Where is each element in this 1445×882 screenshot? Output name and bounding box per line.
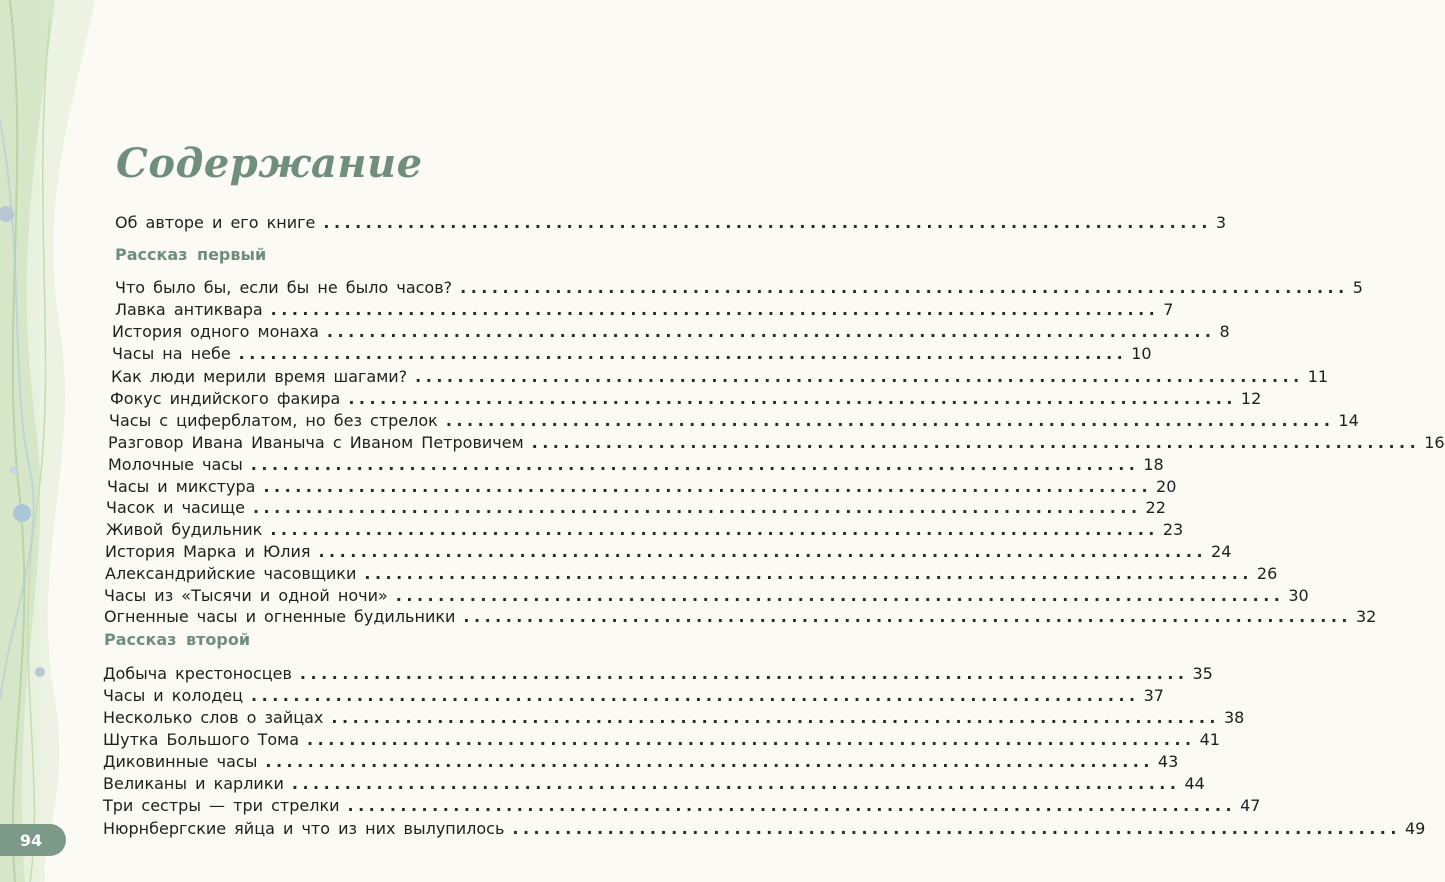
toc-entry[interactable] bbox=[103, 663, 1213, 685]
toc-entry-page: 37 bbox=[1143, 686, 1164, 705]
toc-entry[interactable] bbox=[115, 299, 1174, 321]
toc-entry-page: 16 bbox=[1424, 433, 1445, 452]
toc-entry-title: Нюрнбергские яйца и что из них вылупилось bbox=[103, 819, 505, 838]
dot-leader: .................................................................................... bbox=[395, 586, 1285, 605]
toc-entry[interactable] bbox=[103, 773, 1205, 795]
toc-entry-page: 11 bbox=[1307, 367, 1329, 386]
dot-leader: .................................................................................... bbox=[251, 686, 1140, 705]
dot-leader: .................................................................................... bbox=[512, 819, 1401, 838]
toc-entry-page: 38 bbox=[1223, 708, 1245, 727]
toc-entry-intro[interactable] bbox=[115, 212, 1227, 234]
toc-entry[interactable] bbox=[105, 563, 1278, 585]
toc-entry-title: Три сестры — три стрелки bbox=[103, 796, 340, 815]
section-heading-second: Рассказ второй bbox=[104, 630, 251, 649]
toc-entry-page: 30 bbox=[1288, 586, 1309, 605]
decorative-dot bbox=[10, 466, 18, 474]
toc-entry-title: Живой будильник bbox=[106, 520, 263, 539]
toc-entry-page: 32 bbox=[1355, 607, 1377, 626]
toc-entry[interactable] bbox=[106, 519, 1184, 541]
toc-entry-title: Добыча крестоносцев bbox=[103, 664, 292, 683]
toc-entry-page: 5 bbox=[1352, 278, 1363, 297]
toc-entry[interactable] bbox=[104, 585, 1309, 607]
dot-leader: .................................................................................... bbox=[238, 344, 1128, 363]
dot-leader: .................................................................................... bbox=[291, 774, 1181, 793]
toc-entry[interactable] bbox=[104, 606, 1377, 628]
dot-leader: .................................................................................... bbox=[250, 455, 1140, 474]
toc-entry-title: Часы и микстура bbox=[107, 477, 256, 496]
toc-entry-title: Часок и часище bbox=[106, 498, 245, 517]
toc-entry[interactable] bbox=[111, 366, 1329, 388]
section-heading-first: Рассказ первый bbox=[115, 245, 267, 264]
toc-entry-title: Разговор Ивана Иваныча с Иваном Петровичем bbox=[108, 433, 524, 452]
dot-leader: .................................................................................... bbox=[263, 477, 1153, 496]
toc-entry[interactable] bbox=[103, 818, 1426, 840]
toc-entry-page: 23 bbox=[1162, 520, 1184, 539]
dot-leader: .................................................................................... bbox=[331, 708, 1220, 727]
toc-entry-title: Диковинные часы bbox=[103, 752, 258, 771]
toc-entry-title: Часы из «Тысячи и одной ночи» bbox=[104, 586, 388, 605]
decorative-dot bbox=[13, 504, 31, 522]
toc-entry-page: 14 bbox=[1338, 411, 1359, 430]
dot-leader: .................................................................................... bbox=[307, 730, 1196, 749]
dot-leader: .................................................................................... bbox=[445, 411, 1335, 430]
dot-leader: .................................................................................... bbox=[265, 752, 1154, 771]
page-number: 94 bbox=[19, 830, 43, 850]
dot-leader: .................................................................................... bbox=[326, 322, 1216, 341]
toc-entry-page: 47 bbox=[1240, 796, 1261, 815]
toc-entry-page: 41 bbox=[1199, 730, 1220, 749]
toc-entry[interactable] bbox=[110, 388, 1262, 410]
toc-entry-title: Об авторе и его книге bbox=[115, 213, 316, 232]
dot-leader: .................................................................................... bbox=[252, 498, 1142, 517]
toc-entry-title: Что было бы, если бы не было часов? bbox=[115, 278, 453, 297]
dot-leader: .................................................................................... bbox=[348, 389, 1237, 408]
toc-entry-page: 22 bbox=[1145, 498, 1166, 517]
toc-entry[interactable] bbox=[107, 476, 1177, 498]
toc-entry[interactable] bbox=[108, 432, 1445, 454]
dot-leader: .................................................................................... bbox=[364, 564, 1253, 583]
dot-leader: .................................................................................... bbox=[299, 664, 1189, 683]
dot-leader: .................................................................................... bbox=[463, 607, 1352, 626]
dot-leader: .................................................................................... bbox=[415, 367, 1304, 386]
toc-entry-title: История Марка и Юлия bbox=[105, 542, 311, 561]
dot-leader: .................................................................................... bbox=[318, 542, 1208, 561]
toc-entry-title: Шутка Большого Тома bbox=[103, 730, 300, 749]
toc-entry[interactable] bbox=[105, 541, 1232, 563]
toc-entry[interactable] bbox=[108, 454, 1164, 476]
toc-entry-page: 7 bbox=[1163, 300, 1174, 319]
page-number-badge bbox=[0, 824, 66, 856]
toc-entry-page: 3 bbox=[1215, 213, 1227, 232]
toc-entry-page: 8 bbox=[1219, 322, 1230, 341]
toc-entry-title: Часы и колодец bbox=[103, 686, 244, 705]
dot-leader: .................................................................................... bbox=[270, 520, 1159, 539]
toc-entry-page: 35 bbox=[1192, 664, 1213, 683]
toc-entry[interactable] bbox=[103, 751, 1179, 773]
page-title: Содержание bbox=[116, 140, 423, 187]
dot-leader: .................................................................................... bbox=[531, 433, 1421, 452]
toc-entry-title: Несколько слов о зайцах bbox=[103, 708, 324, 727]
toc-entry-page: 26 bbox=[1256, 564, 1278, 583]
dot-leader: .................................................................................... bbox=[347, 796, 1237, 815]
toc-entry-page: 44 bbox=[1184, 774, 1205, 793]
toc-entry-title: История одного монаха bbox=[112, 322, 319, 341]
toc-entry[interactable] bbox=[103, 707, 1245, 729]
toc-entry-page: 24 bbox=[1211, 542, 1232, 561]
toc-entry-page: 49 bbox=[1404, 819, 1426, 838]
toc-entry-title: Часы на небе bbox=[112, 344, 231, 363]
toc-entry[interactable] bbox=[103, 795, 1261, 817]
dot-leader: .................................................................................... bbox=[460, 278, 1349, 297]
decorative-margin-vines bbox=[0, 0, 110, 882]
toc-entry[interactable] bbox=[103, 729, 1220, 751]
toc-entry[interactable] bbox=[115, 277, 1363, 299]
toc-entry-title: Лавка антиквара bbox=[115, 300, 263, 319]
decorative-dot bbox=[35, 667, 45, 677]
toc-entry-page: 20 bbox=[1156, 477, 1177, 496]
toc-entry-page: 43 bbox=[1157, 752, 1179, 771]
dot-leader: .................................................................................... bbox=[323, 213, 1212, 232]
dot-leader: .................................................................................... bbox=[270, 300, 1160, 319]
toc-entry-title: Александрийские часовщики bbox=[105, 564, 357, 583]
toc-entry[interactable] bbox=[109, 410, 1359, 432]
toc-entry-title: Молочные часы bbox=[108, 455, 243, 474]
toc-entry-title: Великаны и карлики bbox=[103, 774, 284, 793]
toc-entry-page: 12 bbox=[1240, 389, 1262, 408]
toc-entry-page: 18 bbox=[1143, 455, 1164, 474]
toc-entry-page: 10 bbox=[1131, 344, 1152, 363]
toc-entry-title: Как люди мерили время шагами? bbox=[111, 367, 408, 386]
toc-entry[interactable] bbox=[112, 321, 1230, 343]
toc-entry-title: Огненные часы и огненные будильники bbox=[104, 607, 456, 626]
toc-entry-title: Фокус индийского факира bbox=[110, 389, 341, 408]
toc-entry[interactable] bbox=[106, 497, 1166, 519]
toc-entry-title: Часы с циферблатом, но без стрелок bbox=[109, 411, 438, 430]
toc-entry[interactable] bbox=[112, 343, 1152, 365]
toc-entry[interactable] bbox=[103, 685, 1164, 707]
